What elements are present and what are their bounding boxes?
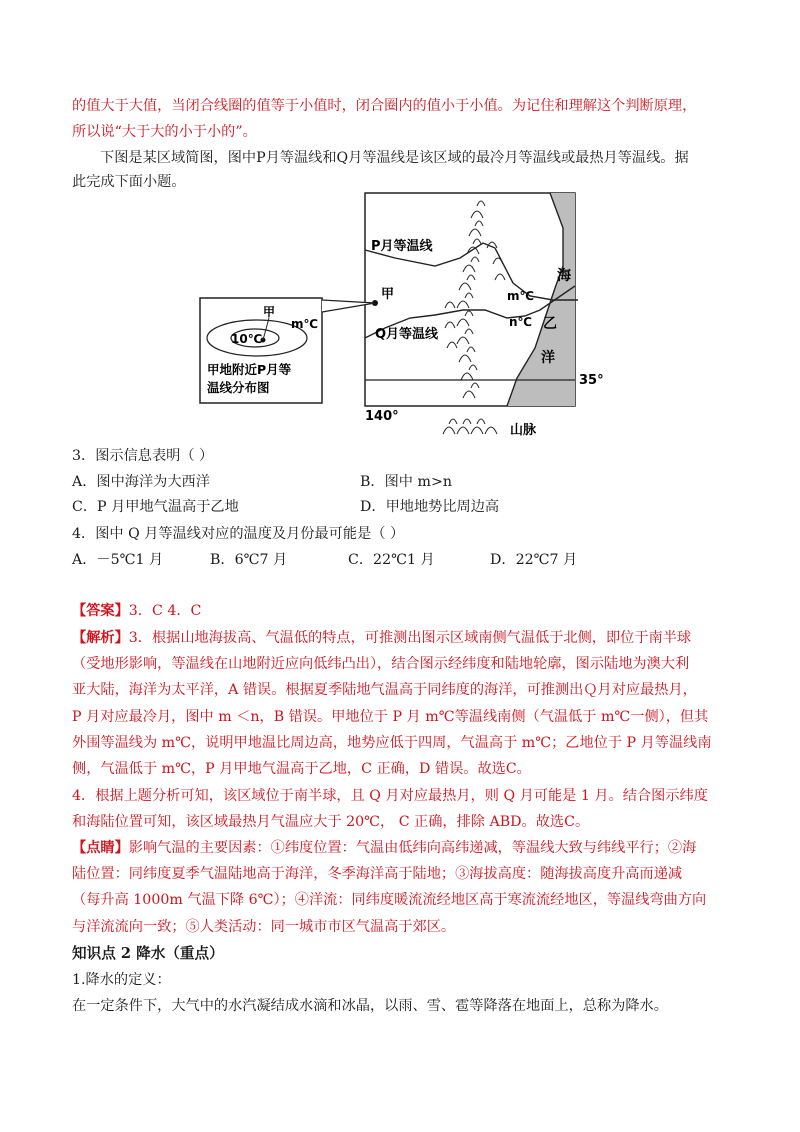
section-title: 知识点 2 降水（重点） [72,945,224,962]
tips-line-4: 与洋流流向一致；⑤人类活动：同一城市市区气温高于郊区。 [72,919,456,935]
p-isotherm-label: P月等温线 [371,239,433,254]
q4-option-d[interactable]: D．22℃7 月 [490,552,578,568]
prompt-line-2: 此完成下面小题。 [72,174,186,190]
analysis-line-5: 外围等温线为 m℃，说明甲地温比周边高，地势应低于四周，气温高于 m℃；乙地位于 P 月等温线南 [72,735,712,751]
analysis-line-1 [72,628,728,648]
region-map-figure [195,188,604,438]
q4-option-a[interactable]: A．－5℃1 月 [72,552,164,568]
section-subtitle: 1.降水的定义： [72,972,171,988]
answer-tag: 【答案】 [72,603,129,619]
q3-option-d[interactable]: D．甲地地势比周边高 [360,499,500,515]
analysis-line-6: 侧，气温低于 m℃，P 月甲地气温高于乙地，C 正确，D 错误。故选C。 [72,761,531,777]
q3-stem: 3．图示信息表明（ ） [72,448,214,464]
sea-label-2: 洋 [541,350,555,366]
analysis-line-2: （受地形影响，等温线在山地附近应向低纬凸出），结合图示经纬度和陆地轮廓，图示陆地为澳大利 [72,656,690,672]
mountain-legend-icon [443,419,497,434]
section-body: 在一定条件下，大气中的水汽凝结成水滴和冰晶，以雨、雪、雹等降落在地面上，总称为降水。 [72,998,668,1014]
tips-tag: 【点睛】 [72,840,129,856]
q4-option-c[interactable]: C．22℃1 月 [348,552,435,568]
sea-label-1: 海 [557,268,571,284]
analysis-line-3: 亚大陆，海洋为太平洋，A 错误。根据夏季陆地气温高于同纬度的海洋，可推测出Ｑ月对应最热月， [72,682,697,698]
q4-stem: 4．图中 Q 月等温线对应的温度及月份最可能是（ ） [72,526,405,542]
analysis-text-1: 3．根据山地海拔高、气温低的特点，可推测出图示区域南侧气温低于北侧，即位于南半球 [128,630,692,646]
intro-line-2: 所以说“大于大的小于小的”。 [72,124,257,140]
analysis-line-4: P 月对应最冷月，图中 m ＜n，B 错误。甲地位于 P 月 m℃等温线南侧（气温低于 m℃一侧），但其 [72,709,709,725]
jia-label: 甲 [381,287,395,302]
latitude-label: 35° [579,373,604,388]
q-isotherm-label: Q月等温线 [375,327,439,342]
q4-option-b[interactable]: B．6℃7 月 [210,552,288,568]
m-label: m℃ [507,289,535,303]
inset-ten-label: 10℃ [231,332,263,346]
tips-line-2: 陆位置：同纬度夏季气温陆地高于海洋，冬季海洋高于陆地；③海拔高度：随海拔高度升高而递减 [72,866,683,882]
tips-line-1 [72,838,728,858]
prompt-line-1: 下图是某区域简图，图中P月等温线和Q月等温线是该区域的最冷月等温线或最热月等温线。据 [100,150,689,166]
analysis-tag: 【解析】 [72,630,129,646]
analysis-line-8: 和海陆位置可知，该区域最热月气温应大于 20℃， C 正确，排除 ABD。故选C。 [72,814,590,830]
q3-option-b[interactable]: B．图中 m>n [360,474,452,490]
inset-caption-1: 甲地附近P月等 [207,362,292,377]
longitude-label: 140° [365,409,399,424]
answer-text: 3．C 4．C [128,603,202,619]
intro-line-1: 的值大于大值，当闭合线圈的值等于小值时，闭合圈内的值小于小值。为记住和理解这个判断原理， [72,98,697,114]
q3-option-c[interactable]: C．P 月甲地气温高于乙地 [72,499,239,515]
answer-line [72,601,728,621]
inset-jia-label: 甲 [263,305,276,319]
mountain-legend-label: 山脉 [510,423,537,438]
inset-m-label: m℃ [291,317,319,331]
n-label: n℃ [509,315,533,329]
yi-label: 乙 [543,316,557,332]
inset-caption-2: 温线分布图 [207,380,270,395]
tips-text-1: 影响气温的主要因素：①纬度位置：气温由低纬向高纬递减，等温线大致与纬线平行；②海 [128,840,697,856]
tips-line-3: （每升高 1000m 气温下降 6℃）；④洋流：同纬度暖流流经地区高于寒流流经地区，等温线弯曲方向 [72,892,707,908]
q3-option-a[interactable]: A．图中海洋为大西洋 [72,474,210,490]
analysis-line-7: 4．根据上题分析可知，该区域位于南半球，且 Q 月对应最热月，则 Q 月可能是 1 月。结合图示纬度 [72,788,708,804]
